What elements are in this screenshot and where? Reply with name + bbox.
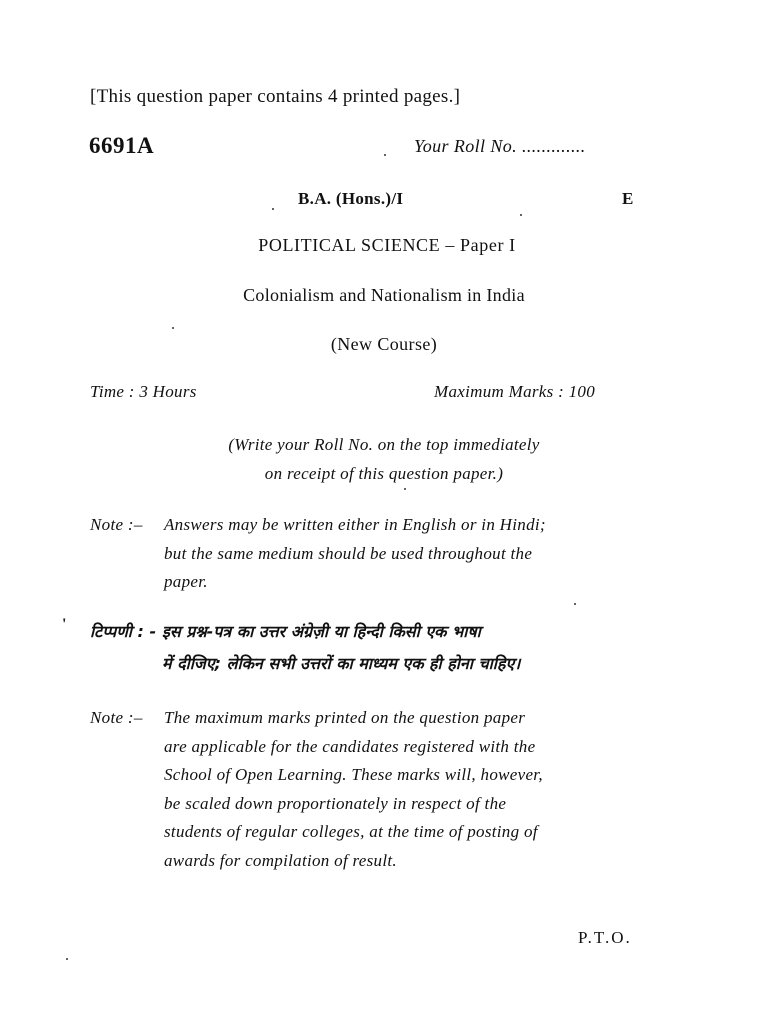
scan-speck bbox=[384, 154, 386, 156]
scan-speck bbox=[574, 603, 576, 605]
note-body bbox=[164, 511, 648, 597]
note-line: Answers may be written either in English or in Hindi; bbox=[164, 515, 546, 534]
subject-heading bbox=[0, 235, 768, 256]
set-letter: E bbox=[622, 189, 634, 208]
marks-scaling-note bbox=[90, 704, 650, 874]
hindi-note-line: इस प्रश्न-पत्र का उत्तर अंग्रेज़ी या हिन्दी किसी एक भाषा bbox=[162, 622, 481, 641]
paper-code: 6691A bbox=[89, 133, 155, 158]
note-body bbox=[164, 704, 648, 875]
note-label: Note :– bbox=[90, 708, 143, 727]
language-note bbox=[90, 511, 650, 601]
hindi-note-label: टिप्पणी : - bbox=[90, 622, 157, 641]
pages-note: [This question paper contains 4 printed pages.] bbox=[90, 86, 461, 107]
note-line: The maximum marks printed on the question paper bbox=[164, 708, 526, 727]
note-line: School of Open Learning. These marks will, however, bbox=[164, 765, 543, 784]
scan-speck bbox=[66, 958, 68, 960]
note-line: students of regular colleges, at the time of posting of bbox=[164, 822, 538, 841]
note-line: are applicable for the candidates registered with the bbox=[164, 736, 536, 756]
note-line: paper. bbox=[164, 572, 208, 591]
scan-speck bbox=[404, 488, 406, 490]
note-line: awards for compilation of result. bbox=[164, 850, 397, 870]
note-line: be scaled down proportionately in respect of the bbox=[164, 793, 507, 813]
paper-title: Colonialism and Nationalism in India bbox=[243, 285, 525, 305]
note-line: but the same medium should be used throughout the bbox=[164, 543, 533, 563]
please-turn-over: P.T.O. bbox=[578, 928, 632, 947]
margin-mark: ' bbox=[62, 616, 67, 633]
hindi-note-line: में दीजिए; लेकिन सभी उत्तरों का माध्यम एक ही होना चाहिए। bbox=[162, 654, 521, 673]
course-name: B.A. (Hons.)/I bbox=[298, 189, 404, 208]
hindi-note-body bbox=[162, 616, 662, 680]
course-type: (New Course) bbox=[330, 334, 438, 354]
note-label: Note :– bbox=[90, 515, 143, 534]
scan-speck bbox=[272, 208, 274, 210]
exam-time: Time : 3 Hours bbox=[90, 382, 197, 401]
scan-speck bbox=[520, 214, 522, 216]
instruction-line: (Write your Roll No. on the top immediately bbox=[228, 435, 540, 454]
roll-number-field: Your Roll No. ............. bbox=[414, 136, 586, 156]
scan-speck bbox=[172, 327, 174, 329]
maximum-marks: Maximum Marks : 100 bbox=[434, 382, 596, 401]
instruction-line: on receipt of this question paper.) bbox=[264, 464, 504, 483]
subject-text: POLITICAL SCIENCE – Paper I bbox=[258, 235, 516, 255]
roll-number-instruction bbox=[0, 430, 768, 488]
